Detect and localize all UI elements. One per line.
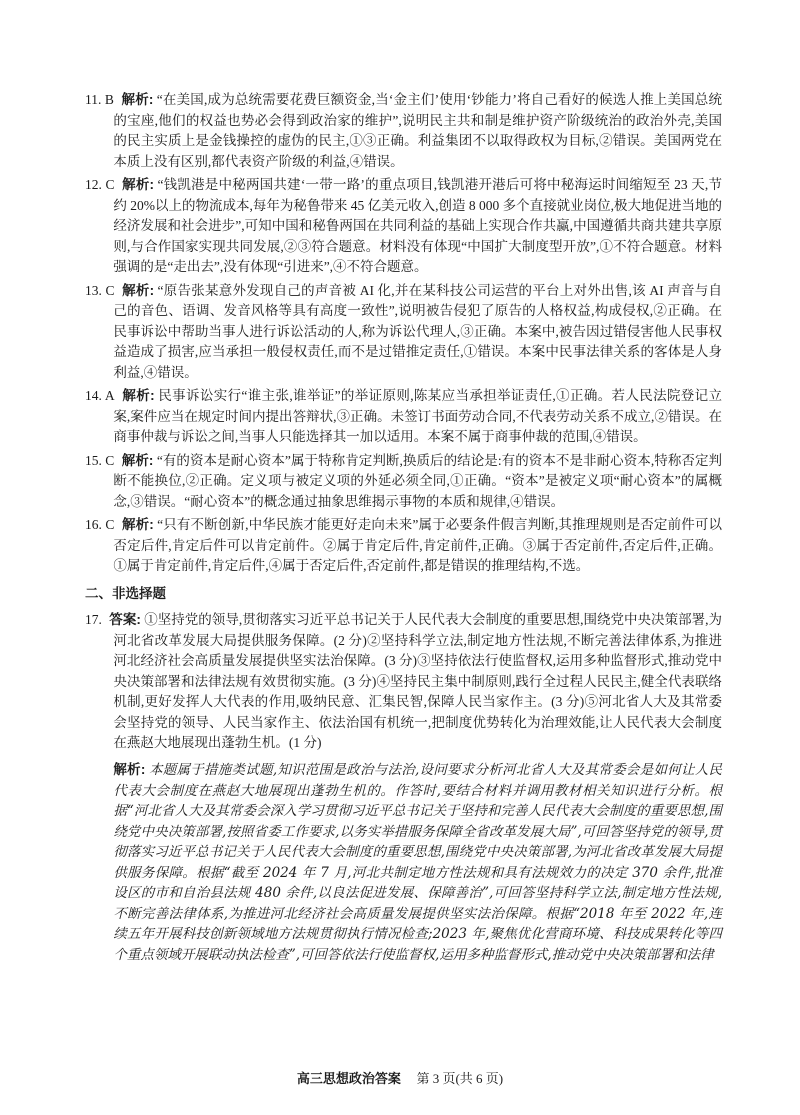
analysis-text: “有的资本是耐心资本”属于特称肯定判断,换质后的结论是:有的资本不是非耐心资本,特称否定判断不能换位,②正确。定义项与被定义项的外延必须全同,①正确。“资本”是被定义项“耐心资本”的属概念,③错误。“耐心资本”的概念通过抽象思维揭示事物的本质和规律,④错误。	[113, 452, 723, 509]
answer-item-17	[85, 610, 722, 754]
page-footer	[0, 1069, 800, 1089]
answer-label: 答案:	[109, 612, 141, 628]
question-number: 15. C	[85, 452, 115, 468]
analysis-label: 解析:	[113, 761, 146, 777]
analysis-text: “原告张某意外发现自己的声音被 AI 化,并在某科技公司运营的平台上对外出售,该 AI 声音与自己的音色、语调、发音风格等具有高度一致性”,说明被告侵犯了原告的人格权益,构成侵权,②正确。在民事诉讼中帮助当事人进行诉讼活动的人,称为诉讼代理人,③正确。本案中,被告因过错侵害他人民事权益造成了损害,应当承担一般侵权责任,而不是过错推定责任,①错误。本案中民事法律关系的客体是人身利益,④错误。	[113, 282, 722, 380]
analysis-text: 本题属于措施类试题,知识范围是政治与法治,设问要求分析河北省人大及其常委会是如何让人民代表大会制度在燕赵大地展现出蓬勃生机的。作答时,要结合材料并调用教材相关知识进行分析。根据“河北省人大及其常委会深入学习贯彻习近平总书记关于坚持和完善人民代表大会制度的重要思想,围绕党中央决策部署,按照省委工作要求,以务实举措服务保障全省改革发展大局”,可回答坚持党的领导,贯彻落实习近平总书记关于人民代表大会制度的重要思想,围绕党中央决策部署,为河北省改革发展大局提供服务保障。根据“截至 2024 年 7 月,河北共制定地方性法规和具有法规效力的决定 370 余件,批准设区的市和自治县法规 480 余件,以良法促进发展、保障善治”,可回答坚持科学立法,制定地方性法规,不断完善法律体系,为推进河北经济社会高质量发展提供坚实法治保障。根据“2018 年至 2022 年,连续五年开展科技创新领域地方法规贯彻执行情况检查;2023 年,聚焦优化营商环境、科技成果转化等四个重点领域开展联动执法检查”,可回答依法行使监督权,运用多种监督形式,推动党中央决策部署和法律	[113, 761, 722, 963]
question-number: 12. C	[85, 177, 115, 193]
answer-item-16	[85, 515, 722, 577]
answer-item-15	[85, 451, 722, 513]
analysis-text: “只有不断创新,中华民族才能更好走向未来”属于必要条件假言判断,其推理规则是否定前件可以否定后件,肯定后件可以肯定前件。②属于肯定后件,肯定前件,正确。③属于否定前件,否定后件,正确。①属于肯定前件,肯定后件,④属于否定后件,否定前件,都是错误的推理结构,不选。	[113, 517, 723, 574]
analysis-item-17	[85, 760, 722, 965]
question-number: 17.	[85, 612, 102, 628]
analysis-text: “钱凯港是中秘两国共建‘一带一路’的重点项目,钱凯港开港后可将中秘海运时间缩短至 23 天,节约 20%以上的物流成本,每年为秘鲁带来 45 亿美元收入,创造 8 000 多个直接就业岗位,极大地促进当地的经济发展和社会进步”,可知中国和秘鲁两国在共同利益的基础上实现合作共赢,中国遵循共商共建共享原则,与合作国家实现共同发展,②③符合题意。材料没有体现“中国扩大制度型开放”,①不符合题意。材料强调的是“走出去”,没有体现“引进来”,④不符合题意。	[113, 177, 723, 275]
analysis-label: 解析:	[121, 282, 155, 298]
question-number: 11. B	[85, 92, 114, 107]
answer-item-11	[85, 90, 722, 172]
section-title: 二、非选择题	[85, 585, 166, 601]
answer-text: ①坚持党的领导,贯彻落实习近平总书记关于人民代表大会制度的重要思想,围绕党中央决策部署,为河北省改革发展大局提供服务保障。(2 分)②坚持科学立法,制定地方性法规,不断完善法律体系,为推进河北经济社会高质量发展提供坚实法治保障。(3 分)③坚持依法行使监督权,运用多种监督形式,推动党中央决策部署和法律法规有效贯彻实施。(3 分)④坚持民主集中制原则,践行全过程人民民主,健全代表联络机制,更好发挥人大代表的作用,吸纳民意、汇集民智,保障人民当家作主。(3 分)⑤河北省人大及其常委会坚持党的领导、人民当家作主、依法治国有机统一,把制度优势转化为治理效能,让人民代表大会制度在燕赵大地展现出蓬勃生机。(1 分)	[113, 612, 723, 751]
answer-item-12	[85, 175, 722, 278]
question-number: 14. A	[85, 388, 115, 404]
analysis-label: 解析:	[121, 517, 154, 533]
footer-page-number: 第 3 页(共 6 页)	[416, 1071, 504, 1087]
analysis-label: 解析:	[121, 177, 155, 193]
question-number: 13. C	[85, 282, 115, 298]
question-number: 16. C	[85, 517, 115, 533]
analysis-label: 解析:	[122, 388, 155, 404]
analysis-text: 民事诉讼实行“谁主张,谁举证”的举证原则,陈某应当承担举证责任,①正确。若人民法院登记立案,案件应当在规定时间内提出答辩状,③正确。未签订书面劳动合同,不代表劳动关系不成立,②错误。在商事仲裁与诉讼之间,当事人只能选择其一加以适用。本案不属于商事仲裁的范围,④错误。	[113, 388, 723, 445]
analysis-text: “在美国,成为总统需要花费巨额资金,当‘金主们’使用‘钞能力’将自己看好的候选人推上美国总统的宝座,他们的权益也势必会得到政治家的维护”,说明民主共和制是维护资产阶级统治的政治外壳,美国的民主实质上是金钱操控的虚伪的民主,①③正确。利益集团不以取得政权为目标,②错误。美国两党在本质上没有区别,都代表资产阶级的利益,④错误。	[113, 92, 722, 169]
answer-item-13	[85, 281, 722, 384]
footer-title: 高三思想政治答案	[296, 1071, 401, 1087]
analysis-label: 解析:	[121, 92, 154, 107]
analysis-label: 解析:	[121, 452, 154, 468]
answers-content	[85, 90, 722, 965]
answer-item-14	[85, 386, 722, 448]
